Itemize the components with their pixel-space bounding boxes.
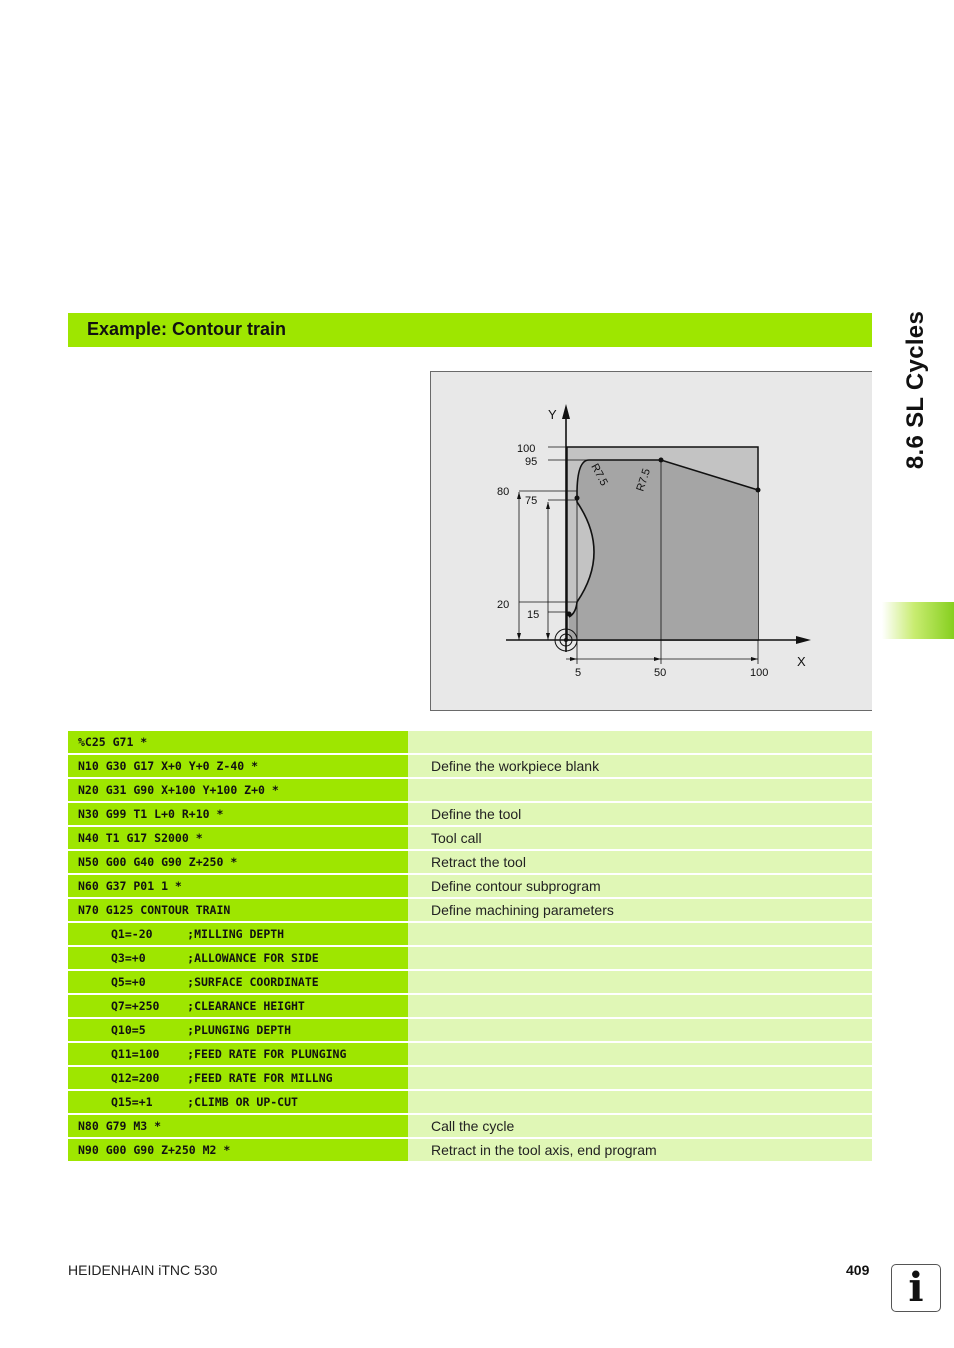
nc-code: Q5=+0 ;SURFACE COORDINATE <box>68 971 408 993</box>
tick-x-100: 100 <box>750 667 769 679</box>
code-description <box>408 1091 872 1113</box>
section-header <box>68 313 872 347</box>
code-description <box>408 779 872 801</box>
nc-code: N40 T1 G17 S2000 * <box>68 827 408 849</box>
nc-code: N60 G37 P01 1 * <box>68 875 408 897</box>
nc-code: N10 G30 G17 X+0 Y+0 Z-40 * <box>68 755 408 777</box>
contour-figure <box>430 371 872 711</box>
x-axis-label: X <box>797 654 806 669</box>
code-description <box>408 731 872 753</box>
nc-code: Q7=+250 ;CLEARANCE HEIGHT <box>68 995 408 1017</box>
y-axis-label: Y <box>548 407 557 422</box>
footer-manual: HEIDENHAIN iTNC 530 <box>68 1262 218 1278</box>
nc-code: N50 G00 G40 G90 Z+250 * <box>68 851 408 873</box>
program-row <box>68 1067 872 1089</box>
nc-code: %C25 G71 * <box>68 731 408 753</box>
chapter-tab <box>896 300 936 480</box>
tick-x-5: 5 <box>575 667 582 679</box>
tick-y-100: 100 <box>517 443 536 455</box>
code-description <box>408 1067 872 1089</box>
program-row <box>68 827 872 849</box>
code-description: Define machining parameters <box>408 899 872 921</box>
code-description <box>408 947 872 969</box>
program-row <box>68 971 872 993</box>
program-row <box>68 779 872 801</box>
code-description <box>408 923 872 945</box>
tick-y-20: 20 <box>497 599 510 611</box>
program-row <box>68 1115 872 1137</box>
nc-code: N80 G79 M3 * <box>68 1115 408 1137</box>
tick-y-15: 15 <box>527 609 540 621</box>
code-description: Retract in the tool axis, end program <box>408 1139 872 1161</box>
nc-code: N70 G125 CONTOUR TRAIN <box>68 899 408 921</box>
program-row <box>68 923 872 945</box>
code-description <box>408 1043 872 1065</box>
program-row <box>68 851 872 873</box>
program-row <box>68 755 872 777</box>
code-description: Define contour subprogram <box>408 875 872 897</box>
nc-code: N90 G00 G90 Z+250 M2 * <box>68 1139 408 1161</box>
code-description <box>408 995 872 1017</box>
program-row <box>68 803 872 825</box>
y-axis-arrow <box>562 404 570 419</box>
code-description <box>408 1019 872 1041</box>
program-row <box>68 1019 872 1041</box>
nc-code: Q1=-20 ;MILLING DEPTH <box>68 923 408 945</box>
nc-code: Q11=100 ;FEED RATE FOR PLUNGING <box>68 1043 408 1065</box>
radius-label-2: R7.5 <box>634 467 654 493</box>
page-number: 409 <box>846 1262 870 1278</box>
program-row <box>68 1139 872 1161</box>
info-glyph: i <box>908 1264 924 1311</box>
program-row <box>68 995 872 1017</box>
tick-y-75: 75 <box>525 495 538 507</box>
contour-drawing <box>431 372 873 712</box>
x-axis-arrow <box>796 636 811 644</box>
nc-code: N30 G99 T1 L+0 R+10 * <box>68 803 408 825</box>
program-listing <box>68 731 872 1163</box>
code-description <box>408 971 872 993</box>
tick-y-80: 80 <box>497 486 510 498</box>
program-row <box>68 875 872 897</box>
nc-code: Q3=+0 ;ALLOWANCE FOR SIDE <box>68 947 408 969</box>
code-description: Call the cycle <box>408 1115 872 1137</box>
tick-y-95: 95 <box>525 456 538 468</box>
code-description: Define the workpiece blank <box>408 755 872 777</box>
tick-x-50: 50 <box>654 667 667 679</box>
nc-code: N20 G31 G90 X+100 Y+100 Z+0 * <box>68 779 408 801</box>
program-row <box>68 947 872 969</box>
program-row <box>68 1043 872 1065</box>
contour-region <box>569 460 758 640</box>
program-row <box>68 899 872 921</box>
nc-code: Q15=+1 ;CLIMB OR UP-CUT <box>68 1091 408 1113</box>
program-row <box>68 1091 872 1113</box>
chapter-marker <box>882 602 954 639</box>
program-row <box>68 731 872 753</box>
radius-label-1: R7.5 <box>588 461 610 488</box>
nc-code: Q10=5 ;PLUNGING DEPTH <box>68 1019 408 1041</box>
code-description: Define the tool <box>408 803 872 825</box>
code-description: Tool call <box>408 827 872 849</box>
nc-code: Q12=200 ;FEED RATE FOR MILLNG <box>68 1067 408 1089</box>
info-icon[interactable] <box>891 1264 941 1312</box>
chapter-title: 8.6 SL Cycles <box>902 310 929 470</box>
code-description: Retract the tool <box>408 851 872 873</box>
section-title: Example: Contour train <box>87 319 287 339</box>
